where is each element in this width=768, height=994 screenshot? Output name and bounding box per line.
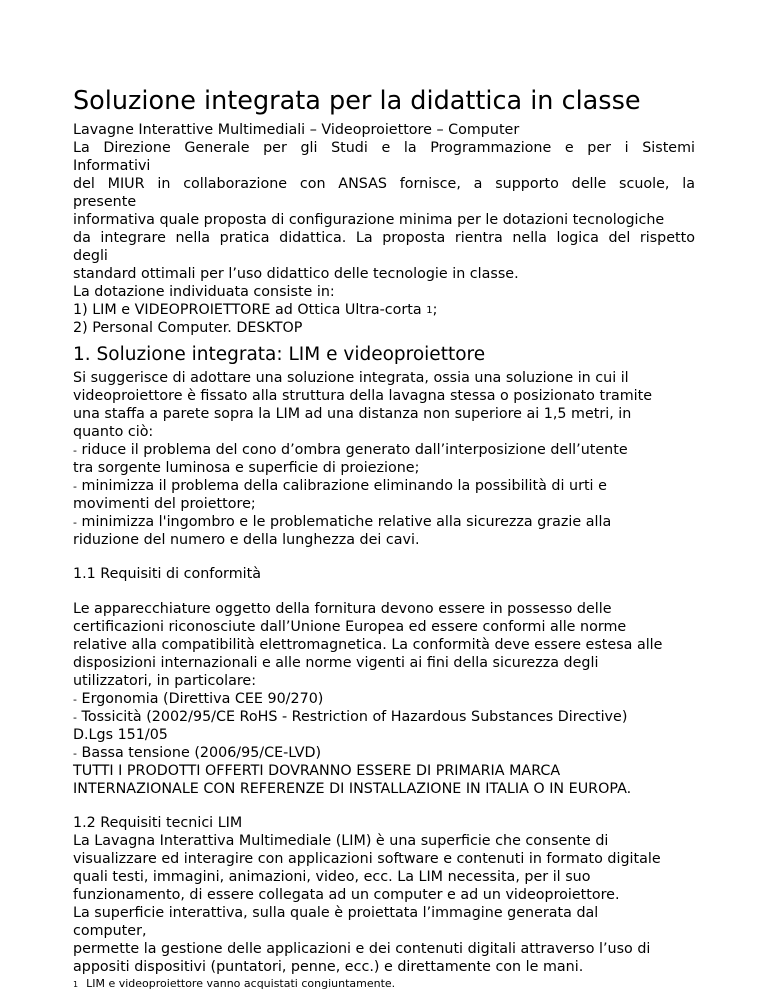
section1-line: una staffa a parete sopra la LIM ad una distanza non superiore ai 1,5 metri, in xyxy=(73,406,632,422)
section11-line: disposizioni internazionali e alle norme vigenti ai fini della sicurezza degli xyxy=(73,655,599,671)
bullet-text: minimizza l'ingombro e le problematiche relative alla sicurezza grazie alla xyxy=(81,514,612,530)
footnote xyxy=(73,977,395,992)
section12-line: funzionamento, di essere collegata ad un computer e ad un videoproiettore. xyxy=(73,887,620,903)
section12-line: permette la gestione delle applicazioni e dei contenuti digitali attraverso l’uso di xyxy=(73,941,651,957)
section12-line: appositi dispositivi (puntatori, penne, ecc.) e direttamente con le mani. xyxy=(73,959,584,975)
section12-line: La Lavagna Interattiva Multimediale (LIM) è una superficie che consente di xyxy=(73,833,609,849)
section1-bullet-cont: tra sorgente luminosa e superficie di proiezione; xyxy=(73,460,420,476)
section11-bullet xyxy=(73,744,321,763)
subsection-heading: 1.2 Requisiti tecnici LIM xyxy=(73,815,243,831)
section12-line: quali testi, immagini, animazioni, video, ecc. La LIM necessita, per il suo xyxy=(73,869,591,885)
intro-line: informativa quale proposta di configurazione minima per le dotazioni tecnologiche xyxy=(73,212,665,228)
bullet-dash: - xyxy=(73,693,77,706)
section11-line: D.Lgs 151/05 xyxy=(73,727,168,743)
bullet-text: minimizza il problema della calibrazione eliminando la possibilità di urti e xyxy=(81,478,607,494)
section1-bullet-cont: movimenti del proiettore; xyxy=(73,496,256,512)
intro-item1-end: ; xyxy=(432,302,438,318)
intro-line: standard ottimali per l’uso didattico delle tecnologie in classe. xyxy=(73,266,519,282)
bullet-text: Tossicità (2002/95/CE RoHS - Restriction of Hazardous Substances Directive) xyxy=(81,709,628,725)
intro-line: Informativi xyxy=(73,158,151,174)
section1-bullet xyxy=(73,477,607,496)
section-heading: 1. Soluzione integrata: LIM e videoproiettore xyxy=(73,344,486,365)
section1-bullet-cont: riduzione del numero e della lunghezza dei cavi. xyxy=(73,532,420,548)
page-title: Soluzione integrata per la didattica in classe xyxy=(73,86,641,116)
section1-bullet xyxy=(73,513,611,532)
intro-subtitle: Lavagne Interattive Multimediali – Videoproiettore – Computer xyxy=(73,122,520,138)
intro-line: La dotazione individuata consiste in: xyxy=(73,284,335,300)
intro-line: da integrare nella pratica didattica. La proposta rientra nella logica del rispetto xyxy=(73,230,695,246)
bullet-dash: - xyxy=(73,516,77,529)
intro-line: del MIUR in collaborazione con ANSAS fornisce, a supporto delle scuole, la xyxy=(73,176,695,192)
intro-line: La Direzione Generale per gli Studi e la Programmazione e per i Sistemi xyxy=(73,140,695,156)
section11-bullet xyxy=(73,690,323,709)
bullet-text: Ergonomia (Direttiva CEE 90/270) xyxy=(81,691,324,707)
intro-line: presente xyxy=(73,194,137,210)
section11-caps: TUTTI I PRODOTTI OFFERTI DOVRANNO ESSERE DI PRIMARIA MARCA xyxy=(73,763,561,779)
intro-line: degli xyxy=(73,248,108,264)
section11-line: utilizzatori, in particolare: xyxy=(73,673,257,689)
section12-line: visualizzare ed interagire con applicazioni software e contenuti in formato digitale xyxy=(73,851,661,867)
section11-line: relative alla compatibilità elettromagnetica. La conformità deve essere estesa alle xyxy=(73,637,663,653)
section1-line: videoproiettore è fissato alla struttura della lavagna stessa o posizionato tramite xyxy=(73,388,653,404)
section11-line: certificazioni riconosciute dall’Unione Europea ed essere conformi alle norme xyxy=(73,619,627,635)
section12-line: computer, xyxy=(73,923,147,939)
bullet-dash: - xyxy=(73,444,77,457)
section11-caps: INTERNAZIONALE CON REFERENZE DI INSTALLAZIONE IN ITALIA O IN EUROPA. xyxy=(73,781,632,797)
bullet-dash: - xyxy=(73,480,77,493)
section1-line: quanto ciò: xyxy=(73,424,154,440)
section12-line: La superficie interattiva, sulla quale è proiettata l’immagine generata dal xyxy=(73,905,599,921)
subsection-heading: 1.1 Requisiti di conformità xyxy=(73,566,261,582)
footnote-reference[interactable]: 1 xyxy=(426,305,433,316)
bullet-dash: - xyxy=(73,747,77,760)
section11-line: Le apparecchiature oggetto della fornitura devono essere in possesso delle xyxy=(73,601,612,617)
bullet-dash: - xyxy=(73,711,77,724)
intro-item1-text: 1) LIM e VIDEOPROIETTORE ad Ottica Ultra-corta xyxy=(73,302,422,318)
bullet-text: Bassa tensione (2006/95/CE-LVD) xyxy=(81,745,322,761)
intro-list-item: 2) Personal Computer. DESKTOP xyxy=(73,320,303,336)
footnote-text: LIM e videoproiettore vanno acquistati congiuntamente. xyxy=(86,977,396,990)
section1-line: Si suggerisce di adottare una soluzione integrata, ossia una soluzione in cui il xyxy=(73,370,629,386)
intro-list-item xyxy=(73,301,437,320)
bullet-text: riduce il problema del cono d’ombra generato dall’interposizione dell’utente xyxy=(81,442,628,458)
section1-bullet xyxy=(73,441,628,460)
footnote-mark: 1 xyxy=(73,980,79,989)
section11-bullet xyxy=(73,708,627,727)
